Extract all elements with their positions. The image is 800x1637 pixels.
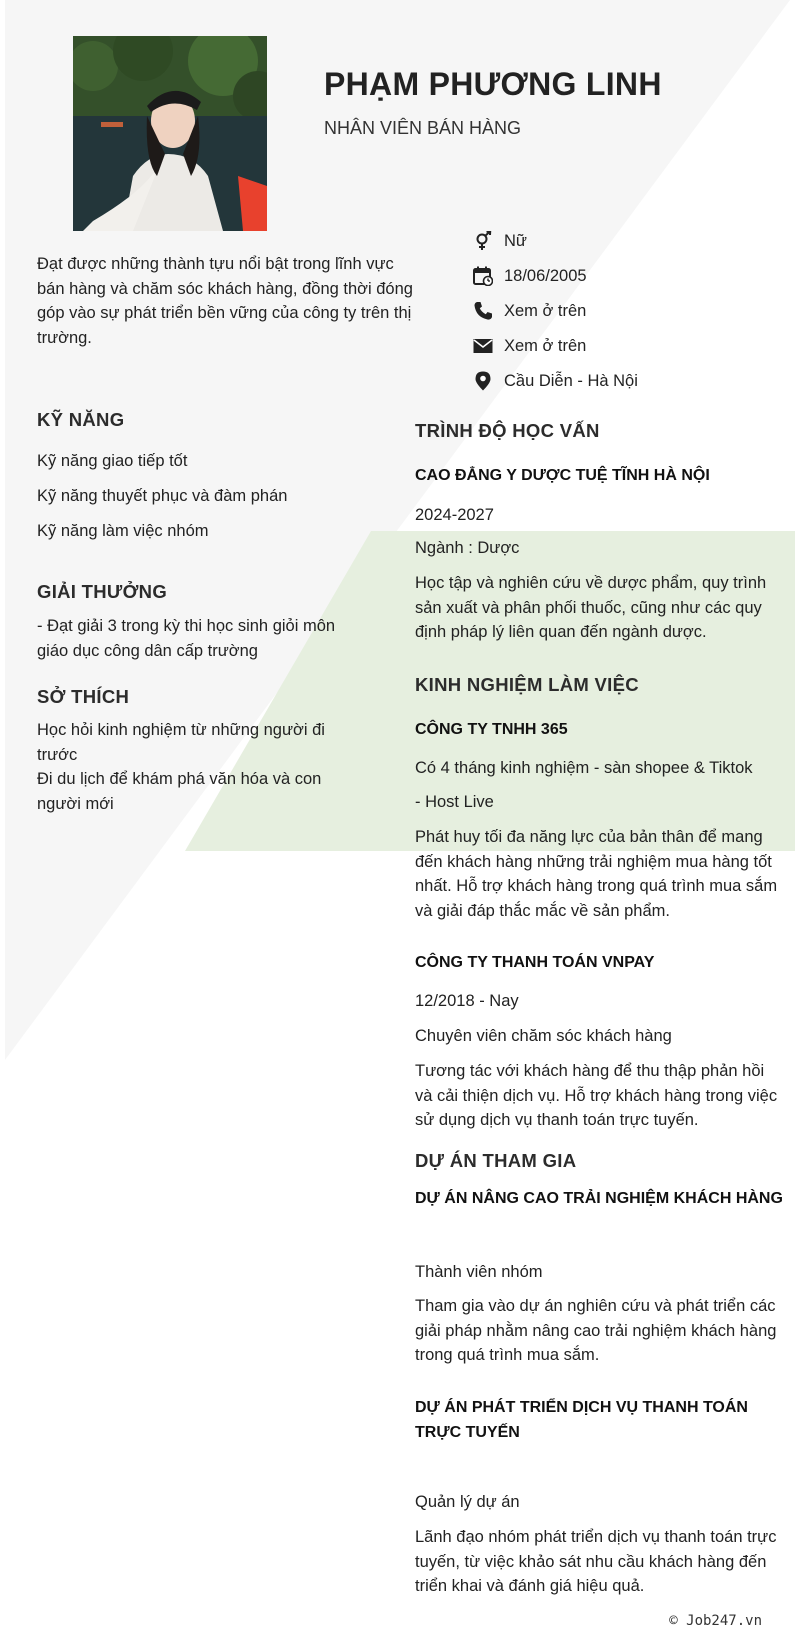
job-period: Có 4 tháng kinh nghiệm - sàn shopee & Tiktok bbox=[415, 759, 753, 777]
profile-photo bbox=[73, 36, 267, 231]
calendar-icon bbox=[472, 265, 494, 287]
footer-brand: © Job247.vn bbox=[669, 1613, 762, 1629]
job-role: - Host Live bbox=[415, 793, 494, 811]
hobby-item: Đi du lịch để khám phá văn hóa và con người mới bbox=[37, 770, 322, 813]
project-role: Thành viên nhóm bbox=[415, 1263, 543, 1281]
company-name: CÔNG TY THANH TOÁN VNPAY bbox=[415, 954, 655, 971]
email-value: Xem ở trên bbox=[504, 336, 587, 355]
phone-value: Xem ở trên bbox=[504, 301, 587, 320]
project-title: DỰ ÁN PHÁT TRIỂN DỊCH VỤ THANH TOÁN TRỰC TUYẾN bbox=[415, 1399, 748, 1441]
job-description: Tương tác với khách hàng để thu thập phản hồi và cải thiện dịch vụ. Hỗ trợ khách hàng trong việc sử dụng dịch vụ thanh toán trực tuyến. bbox=[415, 1062, 778, 1129]
info-phone bbox=[472, 300, 586, 322]
experience-heading: KINH NGHIỆM LÀM VIỆC bbox=[415, 674, 639, 695]
company-name: CÔNG TY TNHH 365 bbox=[415, 721, 568, 738]
location-icon bbox=[472, 370, 494, 392]
hobby-item: Học hỏi kinh nghiệm từ những người đi trước bbox=[37, 721, 325, 764]
project-title: DỰ ÁN NÂNG CAO TRẢI NGHIỆM KHÁCH HÀNG bbox=[415, 1190, 783, 1207]
job-period: 12/2018 - Nay bbox=[415, 992, 519, 1010]
mail-icon bbox=[472, 335, 494, 357]
awards-heading: GIẢI THƯỞNG bbox=[37, 581, 168, 602]
phone-icon bbox=[472, 300, 494, 322]
address-value: Cầu Diễn - Hà Nội bbox=[504, 371, 638, 390]
education-description: Học tập và nghiên cứu về dược phẩm, quy trình sản xuất và phân phối thuốc, cũng như các quy định pháp lý liên quan đến ngành dược. bbox=[415, 574, 767, 641]
award-text: - Đạt giải 3 trong kỳ thi học sinh giỏi môn giáo dục công dân cấp trường bbox=[37, 617, 336, 660]
skill-item: Kỹ năng giao tiếp tốt bbox=[37, 452, 188, 470]
birthday-value: 18/06/2005 bbox=[504, 266, 587, 285]
career-objective: Đạt được những thành tựu nổi bật trong lĩnh vực bán hàng và chăm sóc khách hàng, đồng thời đóng góp vào sự phát triển bền vững của công ty trên thị trường. bbox=[37, 255, 413, 347]
job-position: NHÂN VIÊN BÁN HÀNG bbox=[324, 118, 522, 138]
job-role: Chuyên viên chăm sóc khách hàng bbox=[415, 1027, 672, 1045]
skill-item: Kỹ năng thuyết phục và đàm phán bbox=[37, 487, 288, 505]
project-role: Quản lý dự án bbox=[415, 1493, 520, 1511]
education-period: 2024-2027 bbox=[415, 506, 494, 524]
skill-item: Kỹ năng làm việc nhóm bbox=[37, 522, 209, 540]
info-gender bbox=[472, 230, 527, 252]
education-major: Ngành : Dược bbox=[415, 539, 520, 557]
candidate-name: PHẠM PHƯƠNG LINH bbox=[324, 66, 662, 102]
info-email bbox=[472, 335, 586, 357]
projects-heading: DỰ ÁN THAM GIA bbox=[415, 1150, 577, 1171]
info-address bbox=[472, 370, 638, 392]
gender-value: Nữ bbox=[504, 231, 527, 250]
job-description: Phát huy tối đa năng lực của bản thân để mang đến khách hàng những trải nghiệm mua hàng tốt nhất. Hỗ trợ khách hàng trong quá trình mua sắm và giải đáp thắc mắc về sản phẩm. bbox=[415, 828, 778, 920]
school-name: CAO ĐẲNG Y DƯỢC TUỆ TĨNH HÀ NỘI bbox=[415, 467, 710, 484]
gender-icon bbox=[472, 230, 494, 252]
project-description: Tham gia vào dự án nghiên cứu và phát triển các giải pháp nhằm nâng cao trải nghiệm khách hàng trong quá trình mua sắm. bbox=[415, 1297, 777, 1364]
white-right-edge bbox=[795, 0, 800, 1637]
project-description: Lãnh đạo nhóm phát triển dịch vụ thanh toán trực tuyến, từ việc khảo sát nhu cầu khách hàng đến triển khai và đánh giá hiệu quả. bbox=[415, 1528, 777, 1595]
info-birthday bbox=[472, 265, 587, 287]
skills-heading: KỸ NĂNG bbox=[37, 409, 125, 430]
education-heading: TRÌNH ĐỘ HỌC VẤN bbox=[415, 420, 600, 441]
hobbies-heading: SỞ THÍCH bbox=[37, 686, 130, 707]
